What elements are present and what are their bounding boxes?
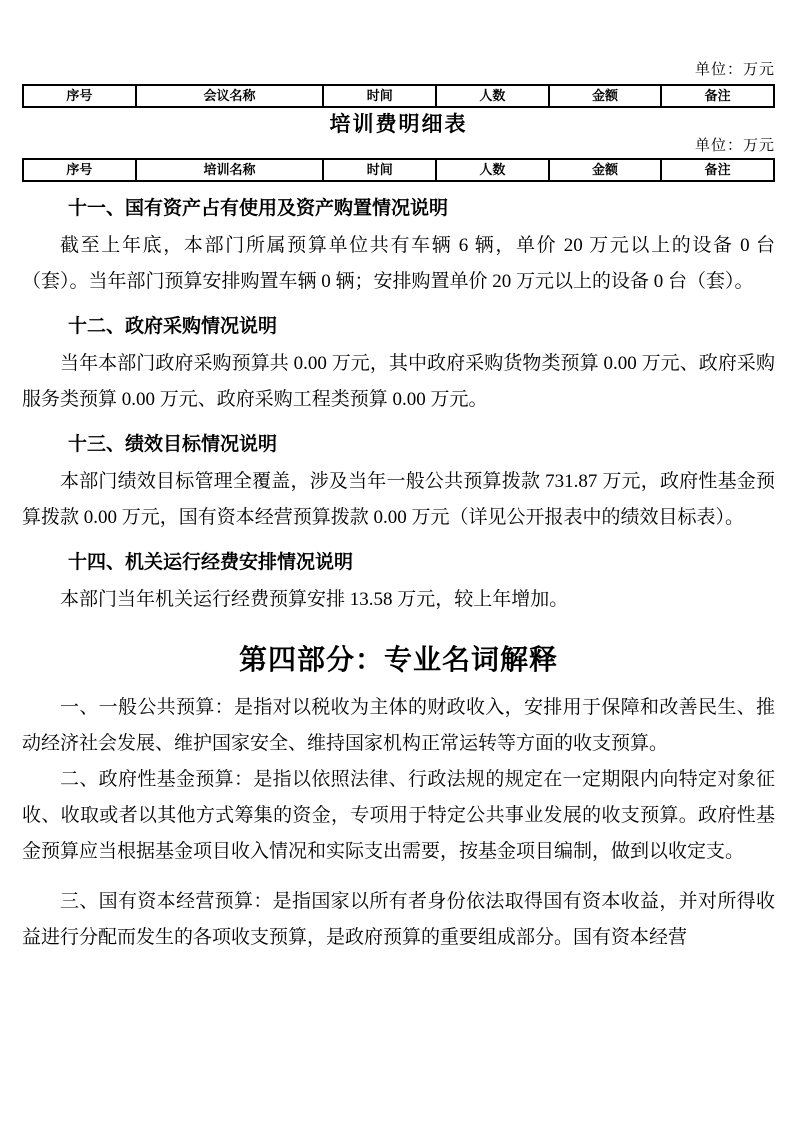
- training-col-amount: 金额: [549, 159, 662, 181]
- part-four-title: 第四部分：专业名词解释: [238, 644, 558, 675]
- training-col-name: 培训名称: [136, 159, 324, 181]
- section-heading-11: 十一、国有资产占有使用及资产购置情况说明: [68, 198, 449, 219]
- section-heading-14: 十四、机关运行经费安排情况说明: [68, 552, 354, 573]
- unit-note-training: 单位：万元: [694, 138, 775, 154]
- meeting-col-amount: 金额: [549, 85, 662, 107]
- training-table-title: 培训费明细表: [329, 112, 468, 136]
- definition-general-public-budget: 一、一般公共预算：是指对以税收为主体的财政收入，安排用于保障和改善民生、推动经济社会发展、维护国家安全、维持国家机构正常运转等方面的收支预算。: [22, 697, 775, 754]
- section-heading-12: 十二、政府采购情况说明: [68, 316, 278, 337]
- training-fee-table-header-row: [23, 159, 774, 181]
- section-body-12: 当年本部门政府采购预算共 0.00 万元，其中政府采购货物类预算 0.00 万元、政府采购服务类预算 0.00 万元、政府采购工程类预算 0.00 万元。: [22, 353, 775, 410]
- section-government-procurement: [22, 314, 775, 418]
- meeting-col-time: 时间: [323, 85, 436, 107]
- section-operating-expenses: [22, 550, 775, 618]
- section-body-14: 本部门当年机关运行经费预算安排 13.58 万元，较上年增加。: [60, 589, 569, 610]
- unit-note-top: 单位：万元: [694, 62, 775, 78]
- section-state-assets: [22, 196, 775, 300]
- section-heading-13: 十三、绩效目标情况说明: [68, 434, 278, 455]
- training-col-time: 时间: [323, 159, 436, 181]
- training-col-count: 人数: [436, 159, 549, 181]
- definition-state-capital-budget: 三、国有资本经营预算：是指国家以所有者身份依法取得国有资本收益，并对所得收益进行分配而发生的各项收支预算，是政府预算的重要组成部分。国有资本经营: [22, 891, 775, 948]
- training-col-remark: 备注: [661, 159, 774, 181]
- definition-government-fund-budget: 二、政府性基金预算：是指以依照法律、行政法规的规定在一定期限内向特定对象征收、收取或者以其他方式筹集的资金，专项用于特定公共事业发展的收支预算。政府性基金预算应当根据基金项目收入情况和实际支出需要，按基金项目编制，做到以收定支。: [22, 769, 775, 862]
- meeting-col-count: 人数: [436, 85, 549, 107]
- meeting-col-seq: 序号: [23, 85, 136, 107]
- meeting-col-remark: 备注: [661, 85, 774, 107]
- training-col-seq: 序号: [23, 159, 136, 181]
- section-body-13: 本部门绩效目标管理全覆盖，涉及当年一般公共预算拨款 731.87 万元，政府性基金预算拨款 0.00 万元，国有资本经营预算拨款 0.00 万元（详见公开报表中的绩效目标表）。: [22, 471, 775, 528]
- section-performance-targets: [22, 432, 775, 536]
- meeting-fee-table: [22, 84, 775, 108]
- training-fee-table: [22, 158, 775, 182]
- terminology-definitions: [22, 690, 775, 956]
- section-body-11: 截至上年底，本部门所属预算单位共有车辆 6 辆，单价 20 万元以上的设备 0 台（套）。当年部门预算安排购置车辆 0 辆；安排购置单价 20 万元以上的设备 0 台（套）。: [22, 235, 775, 292]
- meeting-fee-table-header-row: [23, 85, 774, 107]
- meeting-col-name: 会议名称: [136, 85, 324, 107]
